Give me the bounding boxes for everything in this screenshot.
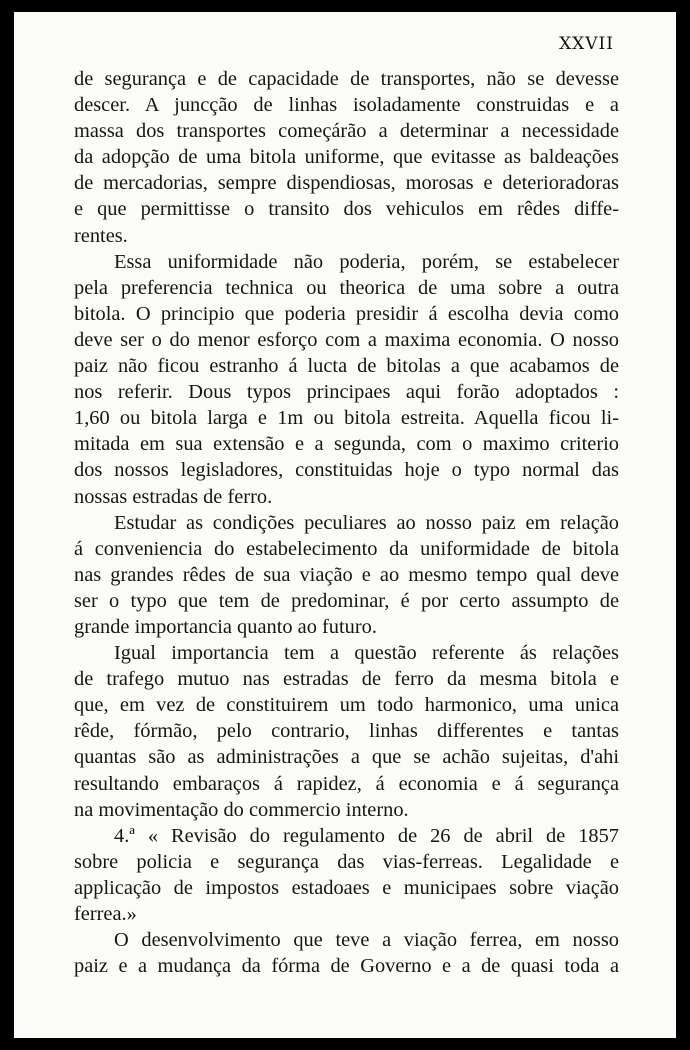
text-line: de trafego mutuo nas estradas de ferro da mesma bitola e [74,668,619,691]
text-line: paiz e a mudança da fórma de Governo e a de quasi toda a [74,955,619,978]
text-line: que, em vez de constituirem um todo harmonico, uma unica [74,694,619,717]
text-line: paiz não ficou estranho á lucta de bitolas a que acabamos de [74,355,619,378]
text-line: dos nossos legisladores, constituidas hoje o typo normal das [74,459,619,482]
text-line: applicação de impostos estadoaes e municipaes sobre viação [74,876,619,899]
text-line: ferrea.» [74,903,137,925]
text-line: rêde, fórmão, pelo contrario, linhas differentes e tantas [74,720,619,743]
text-line: massa dos transportes começárão a determinar a necessidade [74,120,619,143]
text-line: sobre policia e segurança das vias-ferreas. Legalidade e [74,850,619,873]
text-line: descer. A juncção de linhas isoladamente construidas e a [74,94,619,117]
text-line: de mercadorias, sempre dispendiosas, morosas e deterioradoras [74,172,619,195]
text-line: pela preferencia technica ou theorica de uma sobre a outra [74,276,619,299]
text-line: nossas estradas de ferro. [74,485,273,508]
text-line: deve ser o do menor esforço com a maxima economia. O nosso [74,328,619,351]
text-line: ser o typo que tem de predominar, é por certo assumpto de [74,589,619,612]
paragraph-start-line: O desenvolvimento que teve a viação ferrea, em nosso [114,929,619,952]
text-line: mitada em sua extensão e a segunda, com o maximo criterio [74,433,619,456]
paragraph-start-line: Igual importancia tem a questão referente ás relações [114,642,619,665]
paragraph-start-line: 4.ª « Revisão do regulamento de 26 de abril de 1857 [114,824,619,847]
book-page [14,12,676,1038]
text-line: quantas são as administrações a que se achão sujeitas, d'ahi [74,746,619,769]
text-line: á conveniencia do estabelecimento da uniformidade de bitola [74,537,619,560]
text-line: de segurança e de capacidade de transportes, não se devesse [74,68,619,90]
text-line: nas grandes rêdes de sua viação e ao mesmo tempo qual deve [74,563,619,586]
text-line: rentes. [74,224,128,247]
text-line: nos referir. Dous typos principaes aqui forão adoptados : [74,381,619,404]
page-number: XXVII [559,34,614,54]
paragraph-start-line: Essa uniformidade não poderia, porém, se estabelecer [114,250,619,273]
text-line: resultando embaraços á rapidez, á economia e á segurança [74,772,619,795]
text-line: e que permittisse o transito dos vehiculos em rêdes diffe- [74,198,619,221]
paragraph-start-line: Estudar as condições peculiares ao nosso paiz em relação [114,511,619,534]
text-line: grande importancia quanto ao futuro. [74,615,377,638]
body-text [74,66,619,979]
text-line: na movimentação do commercio interno. [74,798,409,821]
text-line: da adopção de uma bitola uniforme, que evitasse as baldeações [74,146,619,169]
text-line: 1,60 ou bitola larga e 1m ou bitola estreita. Aquella ficou li- [74,407,619,430]
text-line: bitola. O principio que poderia presidir á escolha devia como [74,302,619,325]
